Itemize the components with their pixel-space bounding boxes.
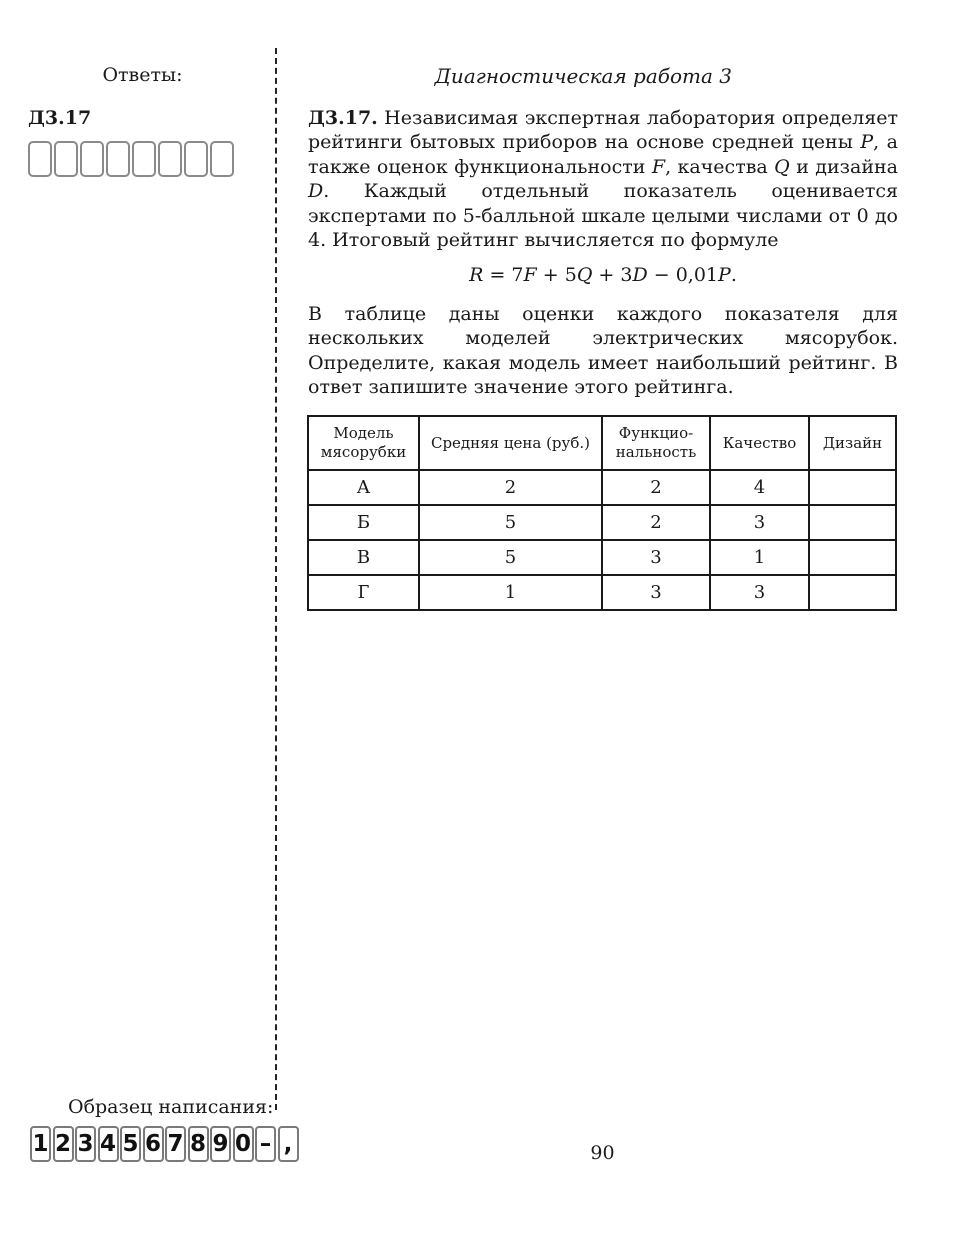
- header-functionality: Функцио- нальность: [602, 416, 710, 470]
- var-f: F: [651, 155, 666, 178]
- problem-text: . Каждый отдельный показатель оценивается экспертами по 5-балльной шкале целыми числами от 0 до 4. Итоговый рейтинг вычисляется по формуле: [308, 180, 898, 252]
- answer-box[interactable]: [132, 141, 156, 177]
- sample-char: 7: [165, 1126, 186, 1162]
- header-model: Модель мясорубки: [308, 416, 419, 470]
- table-row: [308, 505, 896, 540]
- answer-box[interactable]: [28, 141, 52, 177]
- answer-box[interactable]: [80, 141, 104, 177]
- sample-char: 3: [75, 1126, 96, 1162]
- table-row: [308, 575, 896, 610]
- cell-design: [809, 505, 896, 540]
- cell-quality: 3: [710, 575, 809, 610]
- problem-question: В таблице даны оценки каждого показателя для нескольких моделей электрических мясорубок. Определите, какая модель имеет наибольший рейтинг. В ответ запишите значение этого рейтинга.: [308, 303, 898, 399]
- cell-functionality: 3: [602, 540, 710, 575]
- sample-char: –: [255, 1126, 276, 1162]
- cell-model: Б: [308, 505, 419, 540]
- cell-price: 5: [419, 505, 602, 540]
- answer-boxes[interactable]: [28, 141, 236, 177]
- formula-r: R: [469, 264, 484, 286]
- header-price: Средняя цена (руб.): [419, 416, 602, 470]
- problem-text: , качества: [665, 155, 775, 178]
- problem-text: Независимая экспертная лаборатория определяет рейтинги бытовых приборов на основе средней цены: [308, 107, 898, 154]
- task-code-label: Д3.17: [28, 107, 92, 129]
- formula-q: Q: [576, 264, 593, 286]
- sample-char: 1: [30, 1126, 51, 1162]
- page-number: 90: [590, 1142, 615, 1164]
- sample-char: ,: [278, 1126, 299, 1162]
- formula-part: + 5: [536, 264, 577, 286]
- header-quality: Качество: [710, 416, 809, 470]
- cell-price: 5: [419, 540, 602, 575]
- formula-part: .: [730, 264, 737, 286]
- cell-model: Г: [308, 575, 419, 610]
- cell-functionality: 2: [602, 505, 710, 540]
- formula-part: + 3: [592, 264, 633, 286]
- cell-quality: 1: [710, 540, 809, 575]
- sample-writing-label: Образец написания:: [68, 1096, 274, 1118]
- ratings-table: [307, 415, 897, 611]
- sample-char: 6: [143, 1126, 164, 1162]
- problem-text: , а также оценок функциональности: [308, 131, 898, 178]
- formula-d: D: [632, 264, 648, 286]
- cell-functionality: 2: [602, 470, 710, 505]
- formula-part: − 0,01: [647, 264, 719, 286]
- cell-price: 1: [419, 575, 602, 610]
- sample-char: 8: [188, 1126, 209, 1162]
- answer-box[interactable]: [210, 141, 234, 177]
- cell-design: [809, 470, 896, 505]
- rating-formula: [308, 264, 898, 286]
- var-q: Q: [774, 155, 790, 178]
- answer-box[interactable]: [184, 141, 208, 177]
- cut-line-divider: [275, 48, 277, 1110]
- work-title: Диагностическая работа 3: [434, 64, 732, 88]
- table-row: [308, 470, 896, 505]
- table-header-row: [308, 416, 896, 470]
- cell-model: В: [308, 540, 419, 575]
- sample-char: 0: [233, 1126, 254, 1162]
- table-row: [308, 540, 896, 575]
- formula-p: P: [718, 264, 731, 286]
- sample-writing-boxes: [30, 1126, 300, 1162]
- sample-char: 5: [120, 1126, 141, 1162]
- problem-statement: [308, 106, 898, 252]
- var-p: P: [860, 131, 874, 154]
- cell-model: А: [308, 470, 419, 505]
- cell-quality: 3: [710, 505, 809, 540]
- cell-functionality: 3: [602, 575, 710, 610]
- answer-box[interactable]: [158, 141, 182, 177]
- problem-code: Д3.17.: [308, 107, 378, 129]
- sample-char: 2: [53, 1126, 74, 1162]
- answer-box[interactable]: [54, 141, 78, 177]
- var-d: D: [308, 180, 324, 203]
- cell-quality: 4: [710, 470, 809, 505]
- answer-box[interactable]: [106, 141, 130, 177]
- cell-design: [809, 540, 896, 575]
- cell-price: 2: [419, 470, 602, 505]
- cell-design: [809, 575, 896, 610]
- answers-heading: Ответы:: [102, 64, 183, 86]
- sample-char: 4: [98, 1126, 119, 1162]
- header-design: Дизайн: [809, 416, 896, 470]
- problem-text: и дизайна: [789, 155, 898, 178]
- sample-char: 9: [210, 1126, 231, 1162]
- formula-part: = 7: [483, 264, 524, 286]
- formula-f: F: [523, 264, 537, 286]
